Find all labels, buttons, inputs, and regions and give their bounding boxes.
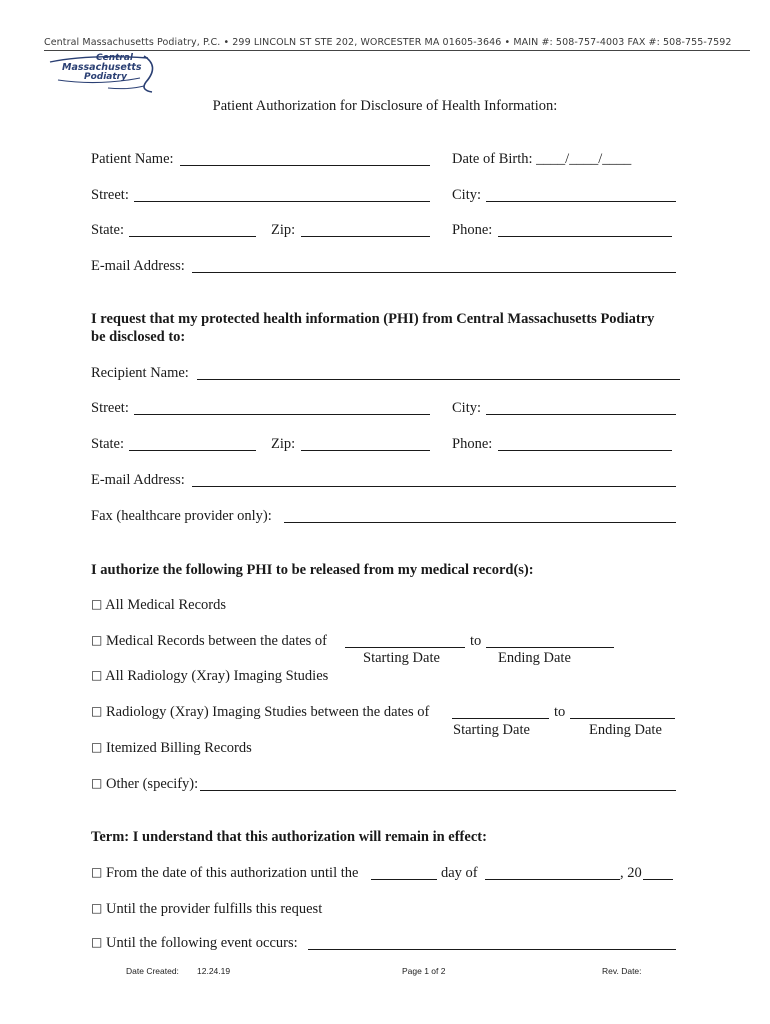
opt-billing[interactable]	[91, 740, 252, 757]
street-field[interactable]	[134, 201, 430, 202]
radiology-ending-date-caption: Ending Date	[589, 722, 662, 738]
opt-date-until-label: From the date of this authorization until the	[105, 865, 359, 881]
recipient-city-field[interactable]	[486, 414, 676, 415]
records-ending-date-caption: Ending Date	[498, 650, 571, 666]
request-heading-line2: be disclosed to:	[91, 329, 186, 345]
request-heading-line1: I request that my protected health information (PHI) from Central Massachusetts Podiatry	[91, 311, 655, 327]
checkbox-all-radiology[interactable]: □	[91, 668, 103, 682]
recipient-street-label: Street:	[91, 400, 129, 416]
header-rule	[44, 50, 750, 51]
phone-label: Phone:	[452, 222, 493, 238]
recipient-zip-field[interactable]	[301, 450, 430, 451]
logo-text-central: Central	[96, 53, 134, 63]
opt-between-dates-label: Medical Records between the dates of	[105, 633, 328, 649]
practice-logo	[48, 52, 160, 96]
radiology-to-label: to	[554, 704, 566, 720]
city-label: City:	[452, 187, 482, 203]
recipient-phone-field[interactable]	[498, 450, 672, 451]
records-to-label: to	[470, 633, 482, 649]
opt-radiology-between[interactable]	[91, 704, 429, 721]
footer-rev-date-label: Rev. Date:	[602, 966, 642, 976]
footer-date-created-value: 12.24.19	[197, 966, 231, 976]
state-field[interactable]	[129, 236, 256, 237]
opt-all-radiology-label: All Radiology (Xray) Imaging Studies	[105, 668, 329, 684]
checkbox-billing[interactable]: □	[91, 740, 103, 754]
patient-name-label: Patient Name:	[91, 151, 174, 167]
phone-field[interactable]	[498, 236, 672, 237]
opt-between-dates[interactable]	[91, 633, 327, 650]
opt-all-records[interactable]	[91, 597, 226, 614]
zip-label: Zip:	[271, 222, 296, 238]
opt-all-records-label: All Medical Records	[105, 597, 226, 613]
opt-date-until[interactable]	[91, 865, 358, 882]
fax-label: Fax (healthcare provider only):	[91, 508, 272, 524]
opt-other-label: Other (specify):	[105, 776, 199, 792]
checkbox-other[interactable]: □	[91, 776, 103, 790]
records-starting-date-caption: Starting Date	[363, 650, 440, 666]
recipient-city-label: City:	[452, 400, 482, 416]
recipient-name-field[interactable]	[197, 379, 680, 380]
letterhead-text: Central Massachusetts Podiatry, P.C. • 299 LINCOLN ST STE 202, WORCESTER MA 01605-3646 • MAIN #: 508-757-4003 FAX #: 508-755-7592	[44, 37, 732, 48]
term-year-field[interactable]	[643, 879, 673, 880]
form-title: Patient Authorization for Disclosure of Health Information:	[212, 98, 558, 114]
term-day-of-label: day of	[441, 865, 478, 881]
opt-billing-label: Itemized Billing Records	[105, 740, 252, 756]
radiology-end-date-field[interactable]	[570, 718, 675, 719]
street-label: Street:	[91, 187, 129, 203]
email-field[interactable]	[192, 272, 676, 273]
footer-date-created-label: Date Created:	[126, 966, 179, 976]
opt-other[interactable]	[91, 776, 198, 793]
opt-event-occurs[interactable]	[91, 935, 298, 952]
checkbox-between-dates[interactable]: □	[91, 633, 103, 647]
recipient-phone-label: Phone:	[452, 436, 493, 452]
fax-field[interactable]	[284, 522, 676, 523]
logo-text-massachusetts: Massachusetts	[62, 62, 142, 73]
authorize-heading: I authorize the following PHI to be released from my medical record(s):	[91, 562, 534, 578]
opt-provider-fulfills[interactable]	[91, 901, 322, 918]
records-start-date-field[interactable]	[345, 647, 465, 648]
term-heading: Term: I understand that this authorization will remain in effect:	[91, 829, 487, 845]
term-year-prefix: , 20	[620, 865, 642, 881]
recipient-state-label: State:	[91, 436, 125, 452]
city-field[interactable]	[486, 201, 676, 202]
checkbox-radiology-between[interactable]: □	[91, 704, 103, 718]
checkbox-event-occurs[interactable]: □	[91, 935, 103, 949]
logo-text-podiatry: Podiatry	[84, 72, 127, 82]
patient-name-field[interactable]	[180, 165, 430, 166]
state-label: State:	[91, 222, 125, 238]
records-end-date-field[interactable]	[486, 647, 614, 648]
zip-field[interactable]	[301, 236, 430, 237]
event-field[interactable]	[308, 949, 676, 950]
checkbox-date-until[interactable]: □	[91, 865, 103, 879]
term-day-field[interactable]	[371, 879, 437, 880]
email-label: E-mail Address:	[91, 258, 185, 274]
opt-all-radiology[interactable]	[91, 668, 328, 685]
opt-radiology-between-label: Radiology (Xray) Imaging Studies between the dates of	[105, 704, 430, 720]
checkbox-provider-fulfills[interactable]: □	[91, 901, 103, 915]
checkbox-all-records[interactable]: □	[91, 597, 103, 611]
opt-provider-fulfills-label: Until the provider fulfills this request	[105, 901, 323, 917]
recipient-email-field[interactable]	[192, 486, 676, 487]
footer-page-number: Page 1 of 2	[402, 966, 446, 976]
other-specify-field[interactable]	[200, 790, 676, 791]
opt-event-occurs-label: Until the following event occurs:	[105, 935, 298, 951]
dob-label[interactable]: Date of Birth: ____/____/____	[452, 151, 632, 167]
radiology-starting-date-caption: Starting Date	[453, 722, 530, 738]
radiology-start-date-field[interactable]	[452, 718, 549, 719]
recipient-email-label: E-mail Address:	[91, 472, 185, 488]
term-month-field[interactable]	[485, 879, 620, 880]
recipient-name-label: Recipient Name:	[91, 365, 189, 381]
recipient-zip-label: Zip:	[271, 436, 296, 452]
recipient-street-field[interactable]	[134, 414, 430, 415]
recipient-state-field[interactable]	[129, 450, 256, 451]
